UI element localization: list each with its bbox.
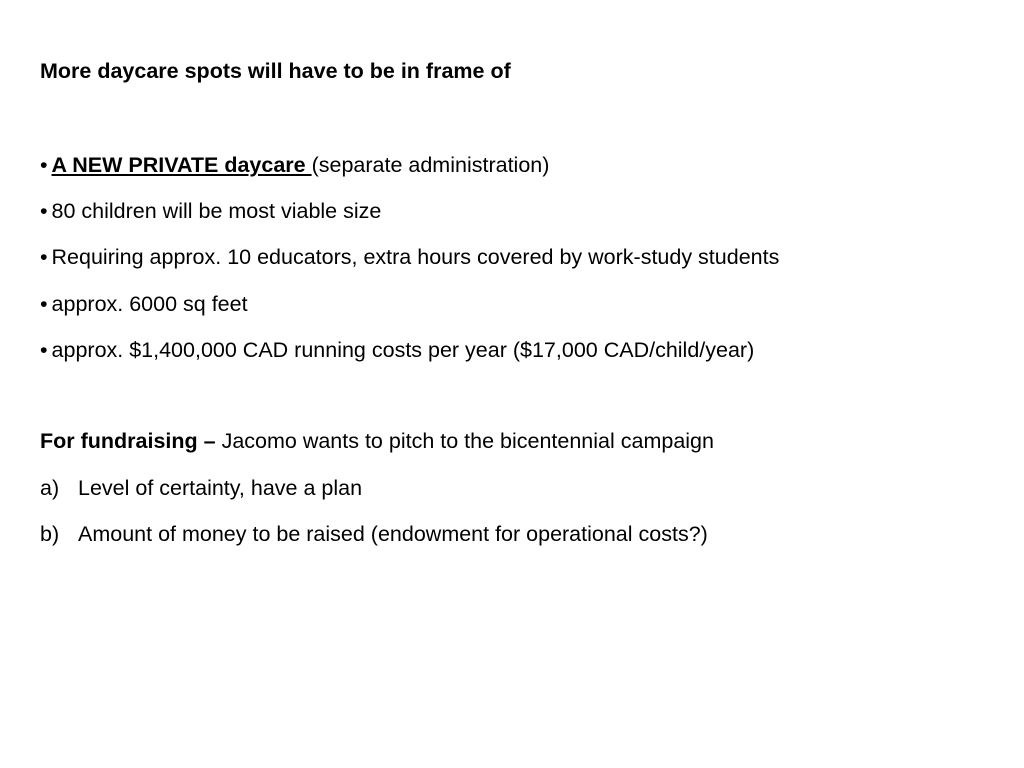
bullet-icon: •	[40, 292, 48, 316]
enum-text: Amount of money to be raised (endowment for operational costs?)	[78, 522, 708, 546]
bullet-item-children	[40, 198, 381, 224]
bullet-icon: •	[40, 153, 48, 177]
bullet-item-costs	[40, 337, 754, 363]
bullet-text: approx. 6000 sq feet	[51, 292, 248, 316]
bullet-text: (separate administration)	[311, 153, 550, 177]
bullet-item-new-daycare	[40, 152, 549, 178]
fundraising-item-b	[40, 521, 708, 547]
bullet-icon: •	[40, 199, 48, 223]
fundraising-line	[40, 428, 714, 454]
fundraising-label: For fundraising –	[40, 429, 216, 453]
bullet-emphasis: A NEW PRIVATE daycare	[51, 153, 312, 177]
bullet-icon: •	[40, 245, 48, 269]
bullet-icon: •	[40, 338, 48, 362]
fundraising-text: Jacomo wants to pitch to the bicentennial campaign	[215, 429, 714, 453]
bullet-item-educators	[40, 244, 779, 270]
bullet-text: Requiring approx. 10 educators, extra hours covered by work-study students	[51, 245, 780, 269]
enum-marker: a)	[40, 476, 60, 500]
enum-marker: b)	[40, 522, 60, 546]
enum-text: Level of certainty, have a plan	[78, 476, 363, 500]
slide-title: More daycare spots will have to be in frame of	[40, 59, 511, 83]
fundraising-item-a	[40, 475, 362, 501]
bullet-text: 80 children will be most viable size	[51, 199, 382, 223]
bullet-text: approx. $1,400,000 CAD running costs per year ($17,000 CAD/child/year)	[51, 338, 755, 362]
bullet-item-size	[40, 291, 248, 317]
